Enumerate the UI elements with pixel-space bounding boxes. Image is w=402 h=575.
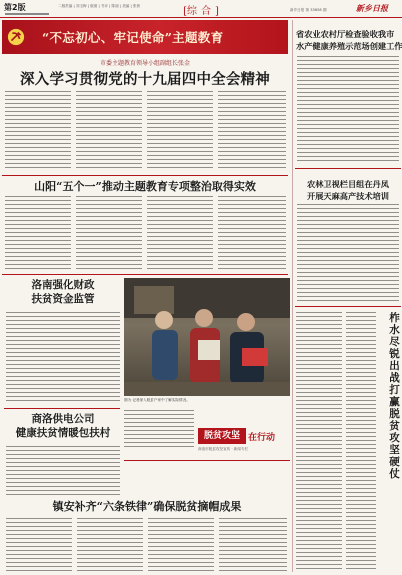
lead-body-col-3 xyxy=(147,91,213,171)
right1-headline-line-2: 水产健康养殖示范场创建工作 xyxy=(296,41,402,51)
lead-body-col-4 xyxy=(218,91,286,171)
right1-bottom-rule xyxy=(295,168,401,169)
lead-body-col-1 xyxy=(5,91,71,171)
right3-vertical-headline: 柞水尽锐出战打赢脱贫攻坚硬仗 xyxy=(388,312,400,480)
column-tag-badge: 脱贫攻坚 xyxy=(198,428,246,444)
article2-bottom-rule xyxy=(2,274,288,275)
right2-headline-line-1: 农林卫视栏目组在丹凤 xyxy=(307,179,389,189)
right1-headline xyxy=(296,28,400,52)
section-label xyxy=(172,2,230,17)
party-emblem-icon xyxy=(7,28,25,46)
article4-headline xyxy=(8,412,118,440)
lead-bottom-rule xyxy=(2,175,288,176)
section-name: 综合 xyxy=(187,6,215,17)
article4-headline-line-1: 商洛供电公司 xyxy=(31,413,95,425)
bottom-body-col-1 xyxy=(6,518,72,572)
page-number: 第2版 xyxy=(4,3,26,12)
right2-bottom-rule xyxy=(295,306,401,307)
lead-kicker: 市委主题教育领导小组副组长张金 xyxy=(99,60,190,67)
bottom-top-rule xyxy=(124,460,290,461)
article3-headline-line-2: 扶贫资金监管 xyxy=(31,293,95,305)
photo-caption: 图为 记者深入脱贫户家中了解实际情况。 xyxy=(124,398,190,402)
masthead-nav-strip: 二版责编 | 刘玉梅 | 版面 | 书评 | 陈丽 | 美编 | 张茜 xyxy=(58,4,141,8)
article2-headline: 山阳“五个一”推动主题教育专项整治取得实效 xyxy=(34,180,256,193)
bottom-body-col-3 xyxy=(148,518,214,572)
right2-headline-line-2: 开展天麻高产技术培训 xyxy=(307,191,389,201)
issue-date xyxy=(5,13,49,15)
article2-body-col-3 xyxy=(147,196,213,270)
photo-scene xyxy=(124,278,290,396)
masthead-rule xyxy=(0,17,402,18)
masthead-meta: 新乡日报 第 33658 期 xyxy=(290,8,327,12)
under-photo-col xyxy=(124,410,194,448)
article2-body-col-4 xyxy=(218,196,286,270)
paper-logo: 新乡日报 xyxy=(356,3,388,13)
banner-title: “不忘初心、牢记使命”主题教育 xyxy=(42,30,224,45)
article2-body-col-2 xyxy=(76,196,142,270)
bottom-headline: 镇安补齐“六条铁律”确保脱贫摘帽成果 xyxy=(52,500,242,513)
article2-body-col-1 xyxy=(5,196,71,270)
article4-body xyxy=(6,446,120,496)
column-tag xyxy=(198,428,290,458)
article3-headline xyxy=(8,278,118,306)
bottom-body-col-2 xyxy=(77,518,143,572)
right2-headline xyxy=(296,178,400,202)
lead-body-col-2 xyxy=(76,91,142,171)
right3-body-col-2 xyxy=(346,312,376,570)
section-bracket-right: ] xyxy=(215,6,219,17)
right1-headline-line-1: 省农业农村厅检查验收我市 xyxy=(296,29,395,39)
right2-body xyxy=(297,204,399,302)
article3-body xyxy=(6,312,120,404)
article4-headline-line-2: 健康扶贫情暖包扶村 xyxy=(15,427,111,439)
article4-top-rule xyxy=(4,408,120,409)
section-bracket-left: [ xyxy=(183,6,187,17)
bottom-body-col-4 xyxy=(219,518,287,572)
right3-body-col-1 xyxy=(296,312,342,570)
right-column-divider xyxy=(292,20,293,572)
column-tag-suffix: 在行动 xyxy=(248,433,276,443)
theme-banner xyxy=(2,20,288,54)
news-photo-elderly-visit xyxy=(124,278,290,396)
lead-headline: 深入学习贯彻党的十九届四中全会精神 xyxy=(20,71,270,88)
article3-headline-line-1: 洛南强化财政 xyxy=(31,279,95,291)
column-tag-sub: 商洛市脱贫攻坚宣传 · 新闻专栏 xyxy=(198,447,249,451)
right1-body xyxy=(297,56,399,164)
